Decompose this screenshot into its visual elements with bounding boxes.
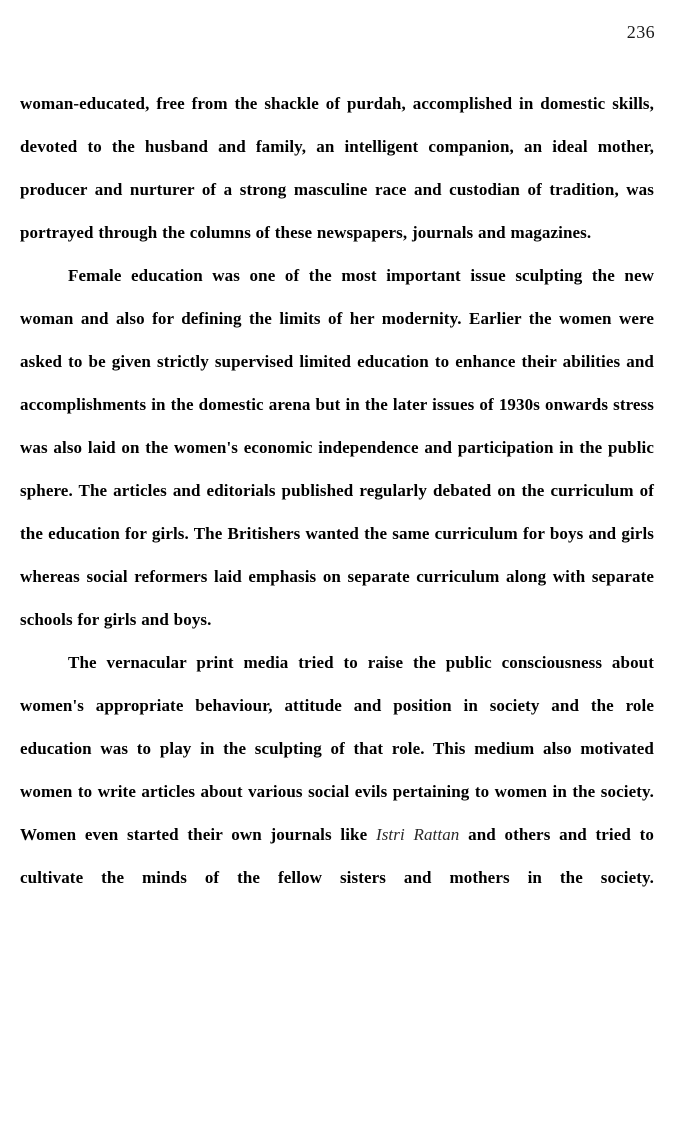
body-paragraph-2: Female education was one of the most important issue sculpting the new woman and also for defining the limits of her modernity. Earlier the women were asked to be given strictly supervised limited education to enhance their abilities and accomplishments in the domestic arena but in the later issues of 1930s onwards stress was also laid on the women's economic independence and participation in the public sphere. The articles and editorials published regularly debated on the curriculum of the education for girls. The Britishers wanted the same curriculum for boys and girls whereas social reformers laid emphasis on separate curriculum along with separate schools for girls and boys.	[20, 266, 654, 629]
journal-title-istri-rattan: Istri Rattan	[375, 825, 460, 844]
paragraph-3-run-lead: The vernacular print media tried to raise the public consciousness about women's appropriate behaviour, attitude and position in society and the role education was to play in the sculpting of that role. This medium also motivated women to write articles about various social evils pertaining to women in the society. Women even started their own journals like	[20, 653, 654, 844]
body-text-block	[20, 82, 654, 899]
page-number: 236	[626, 22, 655, 42]
body-paragraph-3	[20, 641, 654, 899]
paragraph-3-run-tail: and others and tried to cultivate the minds of the fellow sisters and mothers in the society.	[20, 825, 654, 887]
page-header	[20, 22, 655, 43]
body-paragraph-1: woman-educated, free from the shackle of purdah, accomplished in domestic skills, devoted to the husband and family, an intelligent companion, an ideal mother, producer and nurturer of a strong masculine race and custodian of tradition, was portrayed through the columns of these newspapers, journals and magazines.	[20, 94, 654, 242]
